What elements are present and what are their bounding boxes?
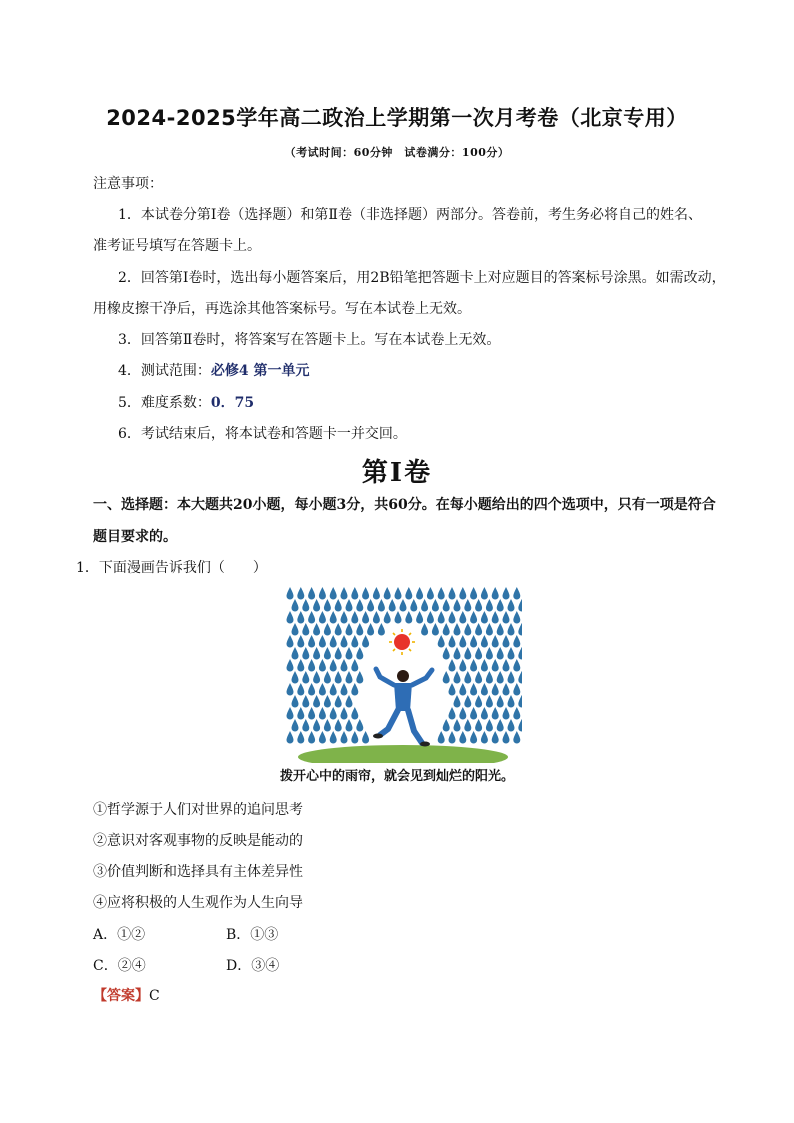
cartoon-caption: 拨开心中的雨帘，就会见到灿烂的阳光。 xyxy=(279,769,514,784)
statement-3: ③价值判断和选择具有主体差异性 xyxy=(93,864,303,880)
note-5-label: 5．难度系数： xyxy=(118,395,211,411)
note-3: 3．回答第Ⅱ卷时，将答案写在答题卡上。写在本试卷上无效。 xyxy=(118,332,501,348)
statement-2: ②意识对客观事物的反映是能动的 xyxy=(93,833,303,849)
answer-value: C xyxy=(149,988,160,1004)
option-d: D．③④ xyxy=(226,958,280,974)
option-b: B．①③ xyxy=(226,927,279,943)
note-4-label: 4．测试范围： xyxy=(118,363,211,379)
note-1-line1: 1．本试卷分第Ⅰ卷（选择题）和第Ⅱ卷（非选择题）两部分。答卷前，考生务必将自己的姓名、 xyxy=(118,207,702,223)
answer-label: 【答案】 xyxy=(93,988,149,1004)
note-6: 6．考试结束后，将本试卷和答题卡一并交回。 xyxy=(118,426,407,442)
statement-4: ④应将积极的人生观作为人生向导 xyxy=(93,895,303,911)
section-title: 第Ⅰ卷 xyxy=(361,458,433,488)
answer xyxy=(93,986,160,1006)
cartoon-image xyxy=(284,585,522,763)
section-instruction-line2: 题目要求的。 xyxy=(93,529,177,545)
note-2-line2: 用橡皮擦干净后，再选涂其他答案标号。写在本试卷上无效。 xyxy=(93,301,471,317)
note-4 xyxy=(118,361,310,381)
page-title: 2024-2025学年高二政治上学期第一次月考卷（北京专用） xyxy=(106,106,688,130)
notes-heading: 注意事项： xyxy=(93,176,163,192)
statement-1: ①哲学源于人们对世界的追问思考 xyxy=(93,802,303,818)
question-1-stem: 1．下面漫画告诉我们（ ） xyxy=(76,560,267,576)
exam-info: （考试时间：60分钟 试卷满分：100分） xyxy=(284,146,510,159)
note-2-line1: 2．回答第Ⅰ卷时，选出每小题答案后，用2B铅笔把答题卡上对应题目的答案标号涂黑。如需改动， xyxy=(118,270,726,286)
note-1-line2: 准考证号填写在答题卡上。 xyxy=(93,238,261,254)
note-5 xyxy=(118,393,254,413)
test-scope: 必修4 第一单元 xyxy=(210,363,310,379)
option-c: C．②④ xyxy=(93,958,146,974)
difficulty-value: 0．75 xyxy=(210,395,255,411)
section-instruction-line1: 一、选择题：本大题共20小题，每小题3分，共60分。在每小题给出的四个选项中，只有一项是符合 xyxy=(93,497,716,513)
option-a: A．①② xyxy=(93,927,146,943)
